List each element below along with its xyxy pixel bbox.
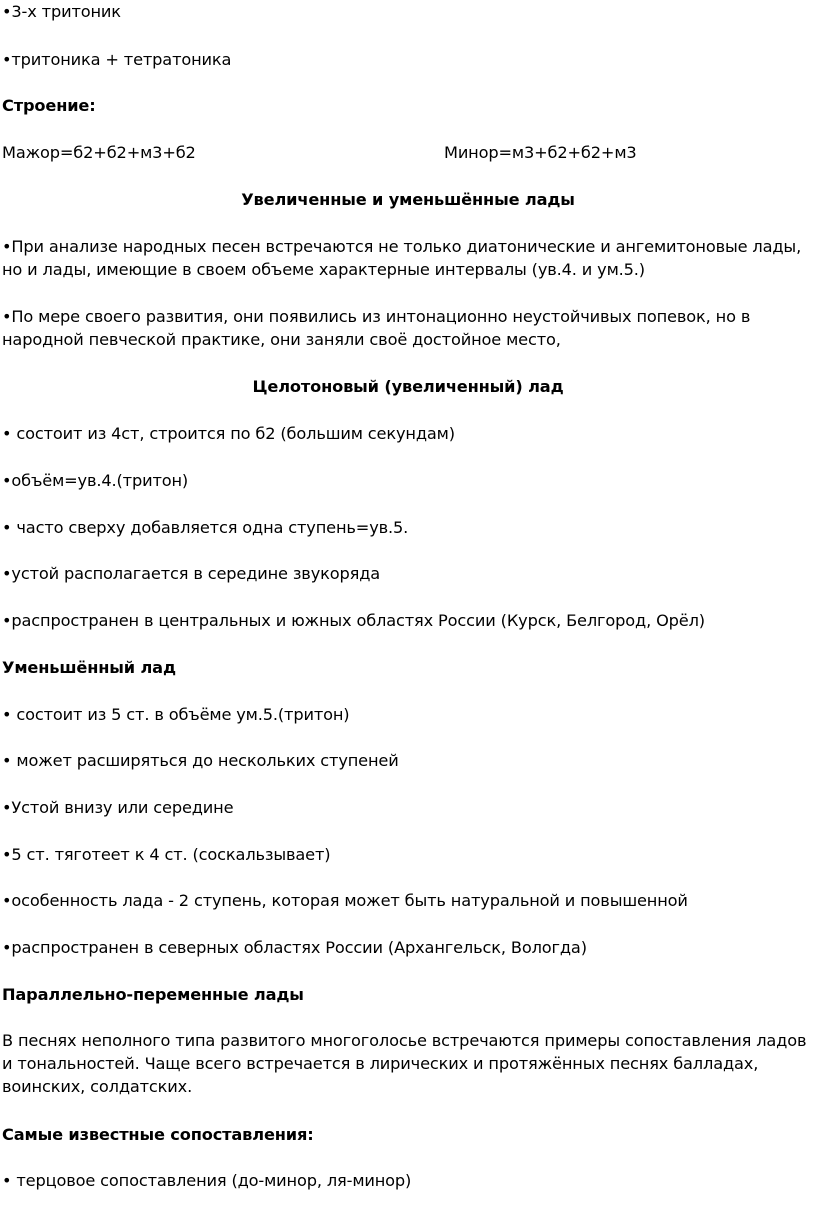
heading-parallel-variable-modes: Параллельно-переменные лады bbox=[2, 985, 304, 1004]
bullet-diminished-feature: •особенность лада - 2 ступень, которая может быть натуральной и повышенной bbox=[2, 891, 688, 910]
heading-famous-juxtapositions: Самые известные сопоставления: bbox=[2, 1125, 314, 1144]
bullet-diminished-regions: •распространен в северных областях России (Архангельск, Вологда) bbox=[2, 938, 587, 957]
heading-structure: Строение: bbox=[2, 96, 96, 115]
bullet-diminished-tonic: •Устой внизу или середине bbox=[2, 798, 234, 817]
paragraph-parallel-variable: В песнях неполного типа развитого многоголосье встречаются примеры сопоставления ладов и тональностей. Чаще всего встречается в лирических и протяжённых песнях балладах, воинских, солдатских. bbox=[2, 1031, 807, 1096]
bullet-whole-tone-steps: • состоит из 4ст, строится по б2 (большим секундам) bbox=[2, 424, 455, 443]
bullet-diminished-steps: • состоит из 5 ст. в объёме ум.5.(тритон) bbox=[2, 705, 350, 724]
structure-formulas-row bbox=[2, 141, 810, 164]
minor-formula: Минор=м3+б2+б2+м3 bbox=[444, 143, 637, 162]
paragraph-development: •По мере своего развития, они появились из интонационно неустойчивых попевок, но в народной певческой практике, они заняли своё достойное место, bbox=[2, 307, 751, 349]
major-formula: Мажор=б2+б2+м3+б2 bbox=[2, 143, 196, 162]
bullet-three-tritones: •3-х тритоник bbox=[2, 2, 121, 21]
bullet-tritonic-tetratonic: •тритоника + тетратоника bbox=[2, 50, 232, 69]
paragraph-folk-song-analysis: •При анализе народных песен встречаются не только диатонические и ангемитоновые лады, но и лады, имеющие в своем объеме характерные интервалы (ув.4. и ум.5.) bbox=[2, 237, 802, 279]
bullet-whole-tone-regions: •распространен в центральных и южных областях России (Курск, Белгород, Орёл) bbox=[2, 611, 705, 630]
bullet-third-juxtaposition: • терцовое сопоставления (до-минор, ля-минор) bbox=[2, 1171, 412, 1190]
bullet-diminished-expand: • может расширяться до нескольких ступеней bbox=[2, 751, 399, 770]
heading-augmented-diminished-modes: Увеличенные и уменьшённые лады bbox=[241, 190, 575, 209]
bullet-whole-tone-range: •объём=ув.4.(тритон) bbox=[2, 471, 189, 490]
heading-diminished-mode: Уменьшённый лад bbox=[2, 658, 176, 677]
heading-whole-tone-mode: Целотоновый (увеличенный) лад bbox=[252, 377, 564, 396]
bullet-whole-tone-tonic: •устой располагается в середине звукоряда bbox=[2, 564, 381, 583]
bullet-diminished-gravitation: •5 ст. тяготеет к 4 ст. (соскальзывает) bbox=[2, 845, 331, 864]
bullet-whole-tone-extra-step: • часто сверху добавляется одна ступень=ув.5. bbox=[2, 518, 409, 537]
